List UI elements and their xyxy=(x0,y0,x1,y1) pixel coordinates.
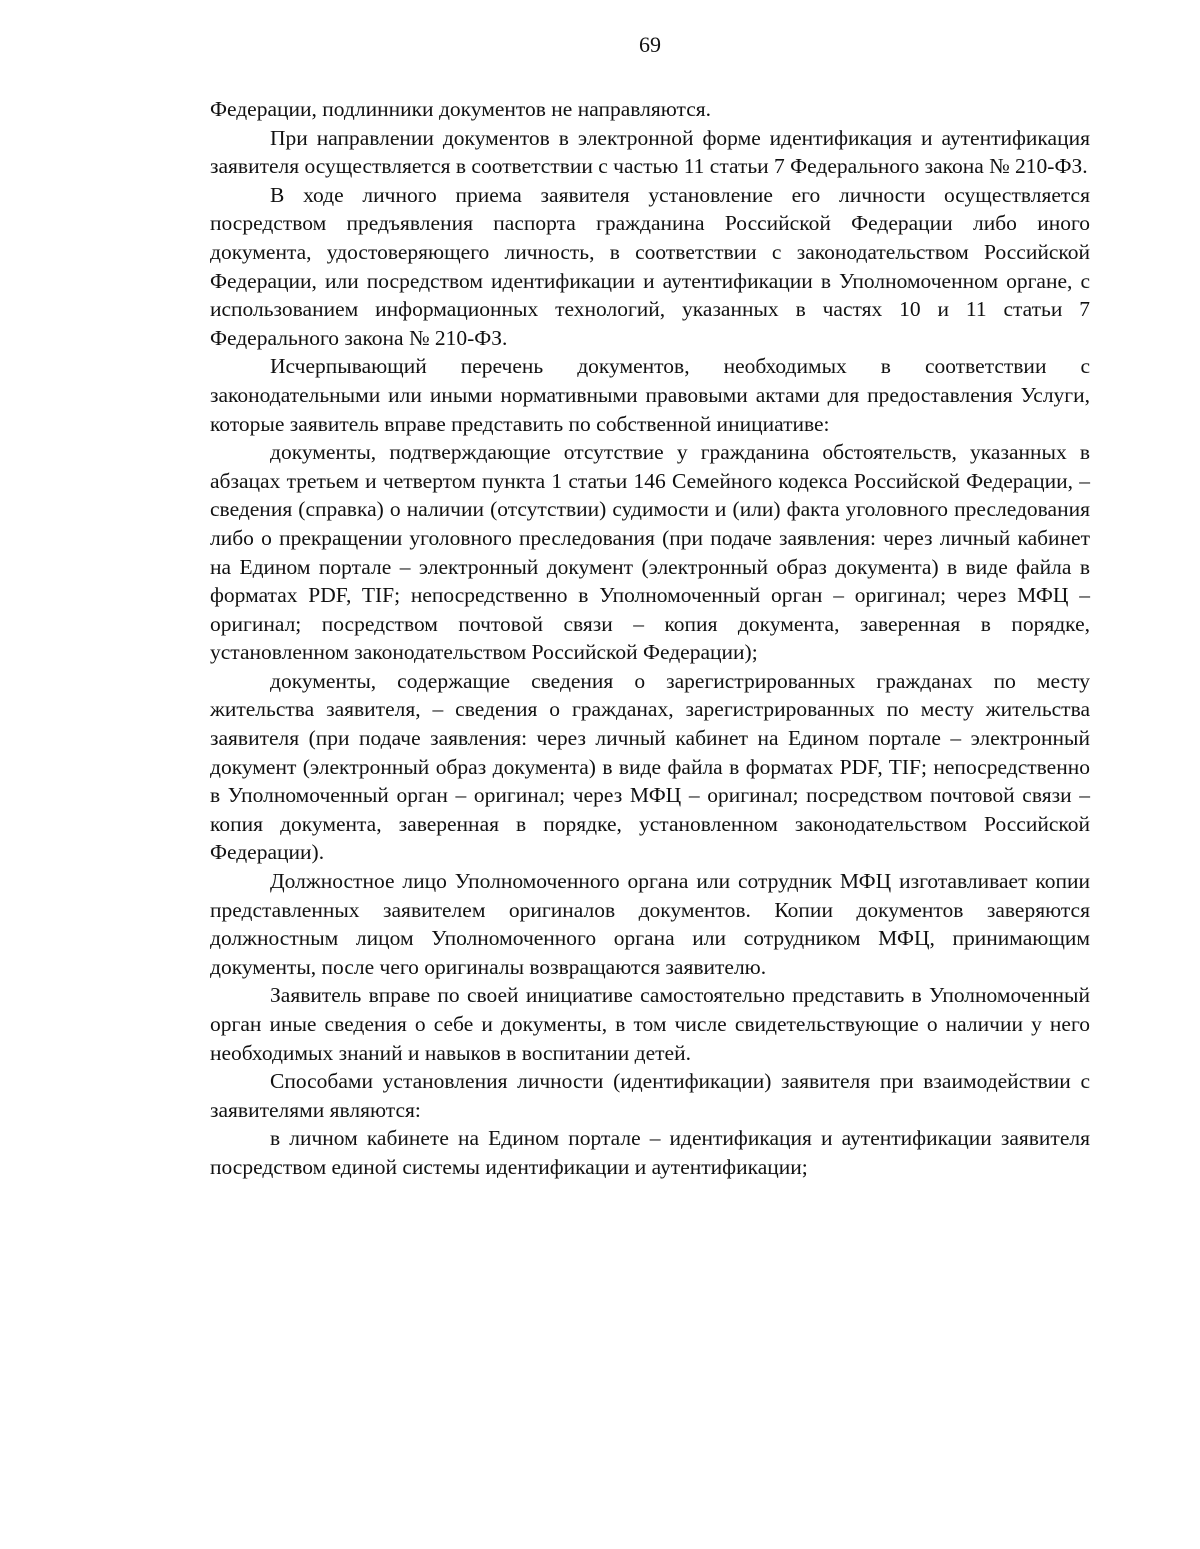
paragraph-1: Федерации, подлинники документов не направляются. xyxy=(210,97,711,121)
paragraph-5: документы, подтверждающие отсутствие у гражданина обстоятельств, указанных в абзацах третьем и четвертом пункта 1 статьи 146 Семейного кодекса Российской Федерации, – сведения (справка) о наличии (отсутствии) судимости и (или) факта уголовного преследования либо о прекращении уголовного преследования (при подаче заявления: через личный кабинет на Едином портале – электронный документ (электронный образ документа) в виде файла в форматах PDF, TIF; непосредственно в Уполномоченный орган – оригинал; через МФЦ – оригинал; посредством почтовой связи – копия документа, заверенная в порядке, установленном законодательством Российской Федерации); xyxy=(210,440,1090,665)
paragraph-6: документы, содержащие сведения о зарегистрированных гражданах по месту жительства заявителя, – сведения о гражданах, зарегистрированных по месту жительства заявителя (при подаче заявления: через личный кабинет на Едином портале – электронный документ (электронный образ документа) в виде файла в форматах PDF, TIF; непосредственно в Уполномоченный орган – оригинал; через МФЦ – оригинал; посредством почтовой связи – копия документа, заверенная в порядке, установленном законодательством Российской Федерации). xyxy=(210,668,1090,865)
document-body xyxy=(210,95,1090,1182)
paragraph-8: Заявитель вправе по своей инициативе самостоятельно представить в Уполномоченный орган иные сведения о себе и документы, в том числе свидетельствующие о наличии у него необходимых знаний и навыков в воспитании детей. xyxy=(210,983,1090,1065)
paragraph-9: Способами установления личности (идентификации) заявителя при взаимодействии с заявителями являются: xyxy=(210,1069,1090,1122)
page-number: 69 xyxy=(639,32,661,57)
paragraph-10: в личном кабинете на Едином портале – идентификация и аутентификации заявителя посредством единой системы идентификации и аутентификации; xyxy=(210,1126,1090,1179)
paragraph-2: При направлении документов в электронной форме идентификация и аутентификация заявителя осуществляется в соответствии с частью 11 статьи 7 Федерального закона № 210-ФЗ. xyxy=(210,125,1090,179)
paragraph-4: Исчерпывающий перечень документов, необходимых в соответствии с законодательными или иными нормативными правовыми актами для предоставления Услуги, которые заявитель вправе представить по собственной инициативе: xyxy=(210,354,1090,436)
paragraph-7: Должностное лицо Уполномоченного органа или сотрудник МФЦ изготавливает копии представленных заявителем оригиналов документов. Копии документов заверяются должностным лицом Уполномоченного органа или сотрудником МФЦ, принимающим документы, после чего оригиналы возвращаются заявителю. xyxy=(210,869,1090,979)
paragraph-3: В ходе личного приема заявителя установление его личности осуществляется посредством предъявления паспорта гражданина Российской Федерации либо иного документа, удостоверяющего личность, в соответствии с законодательством Российской Федерации, или посредством идентификации и аутентификации в Уполномоченном органе, с использованием информационных технологий, указанных в частях 10 и 11 статьи 7 Федерального закона № 210-ФЗ. xyxy=(210,182,1090,350)
